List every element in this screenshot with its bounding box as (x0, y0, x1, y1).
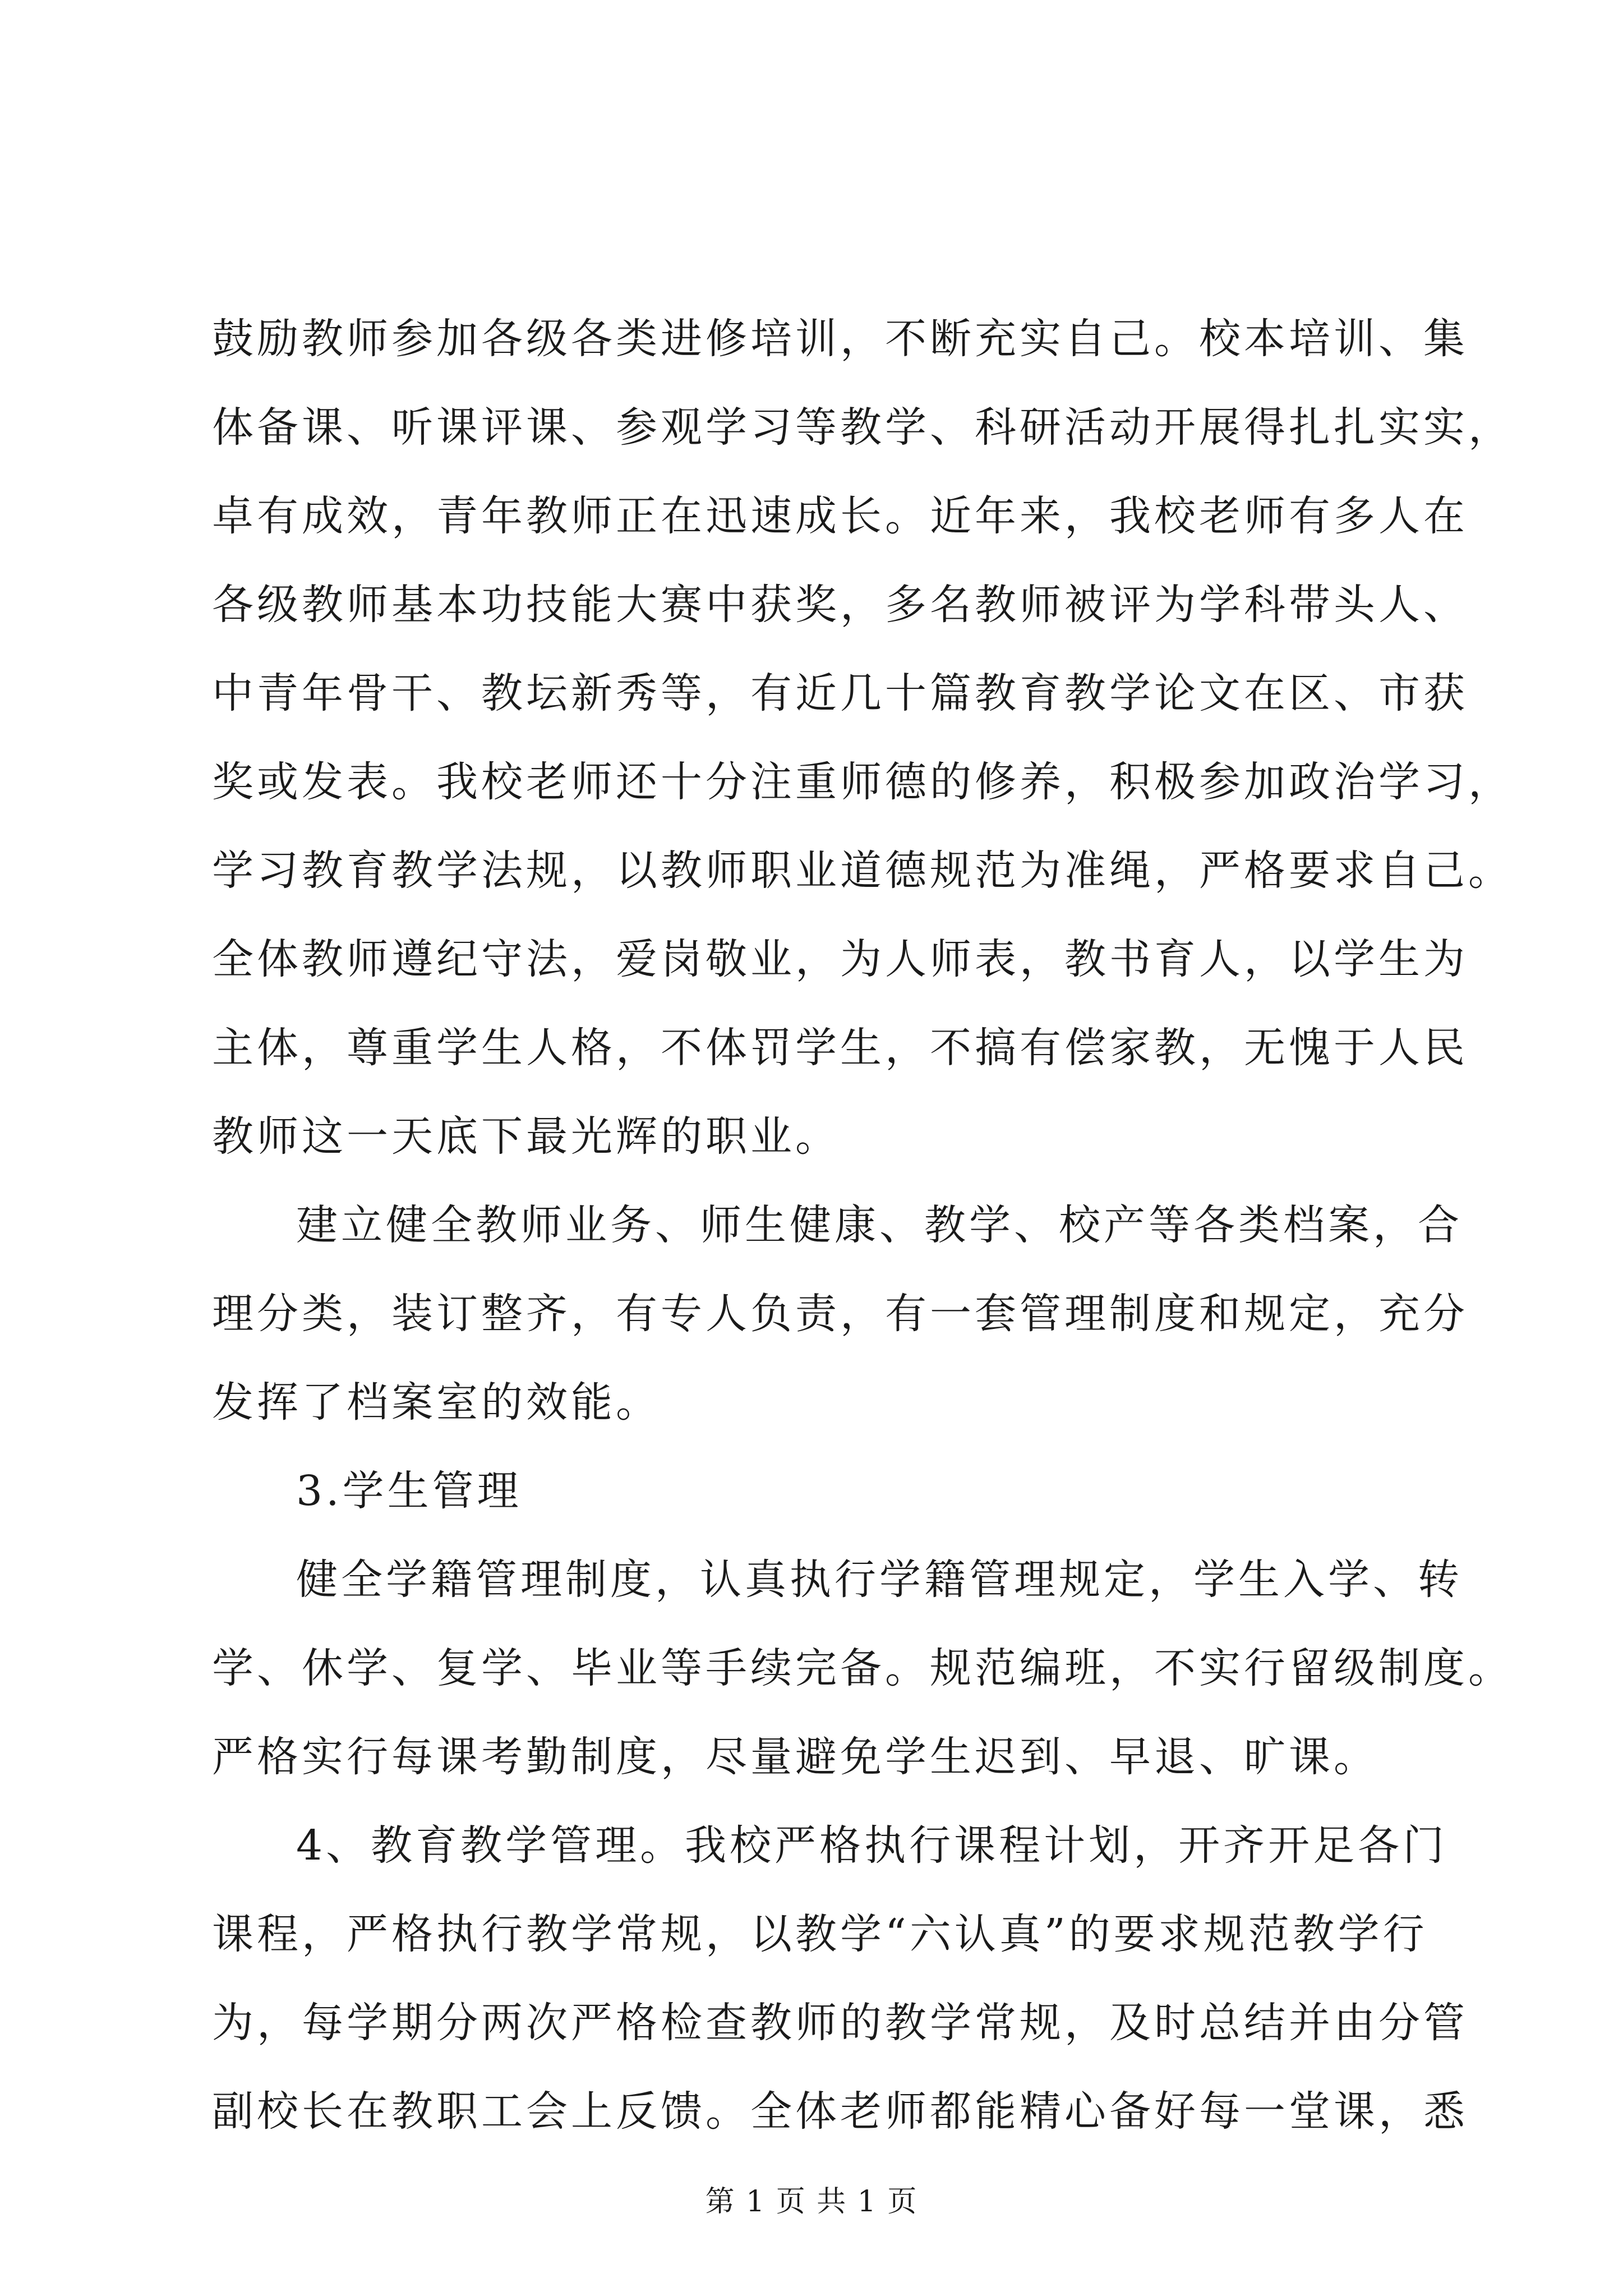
text-line-6: 奖或发表。我校老师还十分注重师德的修养，积极参加政治学习， (212, 758, 1513, 806)
text-line-19: 课程，严格执行教学常规，以教学“六认真”的要求规范教学行 (212, 1910, 1428, 1958)
text-line-21: 副校长在教职工会上反馈。全体老师都能精心备好每一堂课，悉 (212, 2087, 1468, 2136)
page-footer: 第 1 页 共 1 页 (705, 2185, 918, 2219)
text-line-7: 学习教育教学法规，以教师职业道德规范为准绳，严格要求自己。 (212, 846, 1513, 895)
text-line-10: 教师这一天底下最光辉的职业。 (212, 1112, 840, 1161)
text-line-16: 学、休学、复学、毕业等手续完备。规范编班，不实行留级制度。 (212, 1644, 1513, 1692)
text-line-13: 发挥了档案室的效能。 (212, 1378, 661, 1427)
text-line-18: 4、教育教学管理。我校严格执行课程计划，开齐开足各门 (296, 1821, 1448, 1870)
text-line-17: 严格实行每课考勤制度，尽量避免学生迟到、早退、旷课。 (212, 1733, 1378, 1781)
text-line-15: 健全学籍管理制度，认真执行学籍管理规定，学生入学、转 (296, 1556, 1463, 1604)
section-heading-student-management: 3.学生管理 (296, 1467, 522, 1515)
text-line-11: 建立健全教师业务、师生健康、教学、校产等各类档案，合 (296, 1201, 1463, 1249)
text-line-3: 卓有成效，青年教师正在迅速成长。近年来，我校老师有多人在 (212, 492, 1468, 540)
text-line-20: 为，每学期分两次严格检查教师的教学常规，及时总结并由分管 (212, 1999, 1468, 2047)
text-line-1: 鼓励教师参加各级各类进修培训，不断充实自己。校本培训、集 (212, 315, 1468, 363)
text-line-12: 理分类，装订整齐，有专人负责，有一套管理制度和规定，充分 (212, 1290, 1468, 1338)
text-line-5: 中青年骨干、教坛新秀等，有近几十篇教育教学论文在区、市获 (212, 669, 1468, 717)
text-line-8: 全体教师遵纪守法，爱岗敬业，为人师表，教书育人，以学生为 (212, 935, 1468, 983)
text-line-9: 主体，尊重学生人格，不体罚学生，不搞有偿家教，无愧于人民 (212, 1024, 1468, 1072)
text-line-2: 体备课、听课评课、参观学习等教学、科研活动开展得扎扎实实， (212, 403, 1513, 452)
text-line-4: 各级教师基本功技能大赛中获奖，多名教师被评为学科带头人、 (212, 581, 1468, 629)
